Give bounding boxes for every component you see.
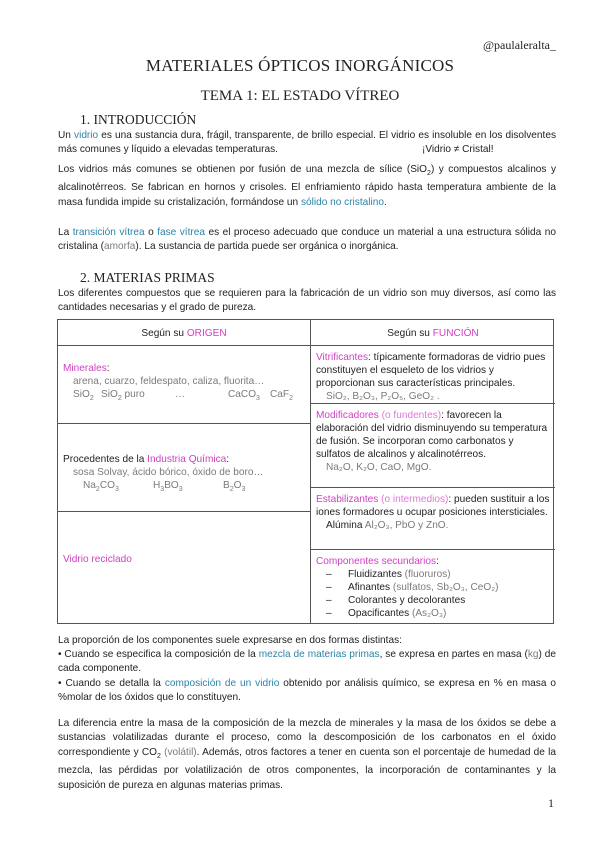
text: Minerales	[63, 363, 107, 374]
text: H	[153, 480, 161, 491]
text: SiO₂, B₂O₃, P₂O₅, GeO₂ .	[326, 391, 440, 402]
text: SiO	[73, 389, 90, 400]
list-item	[316, 568, 550, 581]
subscript: 2	[95, 486, 100, 494]
subscript: 3	[178, 486, 183, 494]
cell-vidrio-reciclado: Vidrio reciclado	[63, 554, 132, 565]
text: BO	[164, 480, 179, 491]
text: (sulfatos, Sb₂O₃, CeO₂)	[390, 582, 499, 593]
text	[316, 519, 550, 532]
subscript: 3	[256, 395, 260, 403]
subscript: 2	[89, 395, 94, 403]
note-vidrio-cristal: ¡Vidrio ≠ Cristal!	[418, 143, 494, 157]
text: –	[326, 595, 332, 606]
text: CaCO	[228, 389, 257, 400]
text	[63, 362, 303, 375]
text: ) de cada componente.	[58, 649, 556, 675]
text: amorfa	[104, 241, 136, 253]
bullet-composicion	[58, 677, 556, 706]
term-transicion-vitrea: transición vítrea	[72, 227, 145, 238]
subscript: 2	[229, 486, 234, 494]
text: Según su	[387, 328, 433, 339]
paragraph-transicion-vitrea	[58, 226, 556, 255]
subscript: 2	[117, 395, 122, 403]
text: (o fundentes)	[378, 410, 442, 421]
text	[153, 479, 183, 496]
text: Vitrificantes	[316, 352, 368, 363]
text	[316, 409, 550, 461]
text: obtenido por análisis químico, se expresa en % en masa o %molar de los óxidos que lo constituyen.	[58, 678, 556, 704]
text: Modificadores	[316, 410, 379, 421]
text	[316, 555, 550, 568]
text: es una sustancia dura, frágil, transparente, de brillo especial. El vidrio es insoluble en los disolventes más comunes y líquido a elevadas temperaturas.	[58, 130, 556, 156]
subscript: 2	[289, 395, 293, 403]
text: , se expresa en partes en masa (	[379, 649, 528, 660]
term-solido-no-cristalino: sólido no cristalino	[300, 196, 384, 208]
author-handle: @paulaleralta_	[482, 38, 556, 52]
text: mezcla de materias primas	[258, 649, 380, 660]
bullet-mezcla	[58, 648, 556, 677]
subscript: 3	[114, 486, 119, 494]
text: ). La sustancia de partida puede ser orgánica o inorgánica.	[135, 241, 399, 253]
text: : pueden sustituir a los iones formadores u ocupar posiciones intersticiales.	[316, 494, 550, 518]
text: o	[144, 227, 158, 238]
text: Al₂O₃, PbO y ZnO.	[362, 520, 449, 531]
section-heading-introduccion: 1. INTRODUCCIÓN	[80, 112, 197, 127]
text: :	[226, 454, 230, 465]
text	[316, 493, 550, 519]
text: .	[383, 196, 387, 208]
text: Los vidrios más comunes se obtienen por fusión de una mezcla de sílice (SiO	[58, 164, 428, 175]
cell-minerales	[63, 362, 303, 401]
text: Procedentes de la	[63, 454, 148, 465]
subscript: 3	[160, 486, 165, 494]
paragraph-diferencia-masa	[58, 717, 556, 793]
table-row-divider	[310, 487, 555, 488]
paragraph-proporcion: La proporción de los componentes suele expresarse en dos formas distintas:	[58, 635, 402, 646]
text	[101, 388, 145, 405]
document-subtitle: TEMA 1: EL ESTADO VÍTREO	[200, 88, 400, 104]
text: SiO	[101, 389, 118, 400]
text: B	[223, 480, 230, 491]
subscript: 3	[241, 486, 246, 494]
text: kg	[527, 649, 539, 660]
text	[73, 388, 94, 405]
text: FUNCIÓN	[432, 328, 479, 339]
text: • Cuando se especifica la composición de la	[58, 649, 259, 660]
text: Fluidizantes	[348, 569, 402, 580]
text	[83, 479, 119, 496]
table-row-divider	[310, 403, 555, 404]
list-item	[316, 594, 550, 607]
text: (volátil)	[160, 746, 197, 758]
text	[270, 388, 293, 405]
text: Un	[58, 130, 75, 141]
paragraph-vidrio-definition	[58, 129, 556, 158]
text: (As₂O₃)	[409, 608, 447, 619]
text: …	[175, 389, 186, 400]
text: Colorantes y decolorantes	[348, 595, 466, 606]
table-row-divider	[58, 511, 310, 512]
text: La	[58, 227, 73, 238]
text	[63, 453, 308, 466]
text: composición de un vidrio	[164, 678, 280, 689]
text: Afinantes	[348, 582, 391, 593]
term-vidrio: vidrio	[74, 130, 99, 141]
text: Según su	[141, 328, 187, 339]
text: Alúmina	[326, 520, 363, 531]
text: . Además, otros factores a tener en cuenta son el porcentaje de humedad de la mezcla, las pérdidas por volatilización de otros componentes, la incorporación de contaminantes y la suposición de pureza en algunas materias primas.	[58, 746, 556, 791]
text: puro	[121, 389, 145, 400]
term-fase-vitrea: fase vítrea	[157, 227, 205, 238]
text: sosa Solvay, ácido bórico, óxido de boro…	[73, 467, 264, 478]
paragraph-fabricacion	[58, 163, 556, 210]
text: (fluoruros)	[401, 569, 451, 580]
text: –	[326, 569, 332, 580]
table-row-divider	[58, 423, 310, 424]
text: Na₂O, K₂O, CaO, MgO.	[326, 462, 432, 473]
text: : típicamente formadoras de vidrio pues constituyen el esqueleto de los vidrios y proporcionan sus características principales.	[316, 352, 546, 389]
text: es el proceso adecuado que conduce un material a una estructura sólida no cristalina (	[58, 227, 556, 253]
text: :	[436, 556, 439, 567]
text: Opacificantes	[348, 608, 410, 619]
section-heading-materias-primas: 2. MATERIAS PRIMAS	[80, 270, 215, 285]
text: Industria Química	[147, 454, 227, 465]
table-header-divider	[58, 345, 553, 346]
text: (o intermedios)	[378, 494, 449, 505]
page-number: 1	[548, 796, 554, 810]
text: arena, cuarzo, feldespato, caliza, fluorita…	[73, 376, 265, 387]
text: Componentes secundarios	[316, 556, 437, 567]
text: CaF	[270, 389, 290, 400]
text: CO	[99, 480, 115, 491]
cell-vitrificantes	[316, 351, 550, 403]
cell-industria-quimica	[63, 453, 308, 492]
paragraph-materias-intro: Los diferentes compuestos que se requieren para la fabricación de un vidrio son muy diversos, así como las cantidades necesarias y el grado de pureza.	[58, 288, 556, 314]
text: :	[106, 363, 110, 374]
header-origen	[58, 328, 310, 339]
cell-componentes-secundarios	[316, 555, 550, 620]
text: • Cuando se detalla la	[58, 678, 165, 689]
text	[316, 351, 550, 390]
text	[63, 388, 303, 401]
text: –	[326, 608, 332, 619]
subscript: 2	[157, 752, 161, 760]
text: –	[326, 582, 332, 593]
text: Estabilizantes	[316, 494, 379, 505]
text	[63, 479, 308, 492]
table-column-divider	[310, 320, 311, 623]
text: : favorecen la elaboración del vidrio disminuyendo su temperatura de fusión. Se incorporan como carbonatos y sulfatos de alcalinos y alcalinotérreos.	[316, 410, 548, 460]
text: ORIGEN	[186, 328, 227, 339]
text	[223, 479, 245, 496]
table-row-divider	[310, 549, 555, 550]
header-funcion	[311, 328, 555, 339]
text: O	[233, 480, 242, 491]
list-item	[316, 581, 550, 594]
text: La diferencia entre la masa de la composición de la mezcla de minerales y la masa de los óxidos se debe a sustancias volatilizadas durante el proceso, como la descomposición de los carbonatos en el óxido correspondiente y CO	[58, 718, 556, 758]
text	[228, 388, 260, 405]
cell-modificadores	[316, 409, 550, 474]
list-item	[316, 607, 550, 620]
text: Na	[83, 480, 96, 491]
materias-primas-table	[57, 319, 554, 624]
cell-estabilizantes	[316, 493, 550, 532]
document-title: MATERIALES ÓPTICOS INORGÁNICOS	[145, 56, 455, 75]
subscript: 2	[427, 170, 431, 178]
text: ) y compuestos alcalinos y alcalinotérreos. Se fabrican en hornos y crisoles. El enfriamiento rápido hasta temperatura ambiente de la masa fundida impide su cristalización, formándose un	[58, 164, 556, 208]
